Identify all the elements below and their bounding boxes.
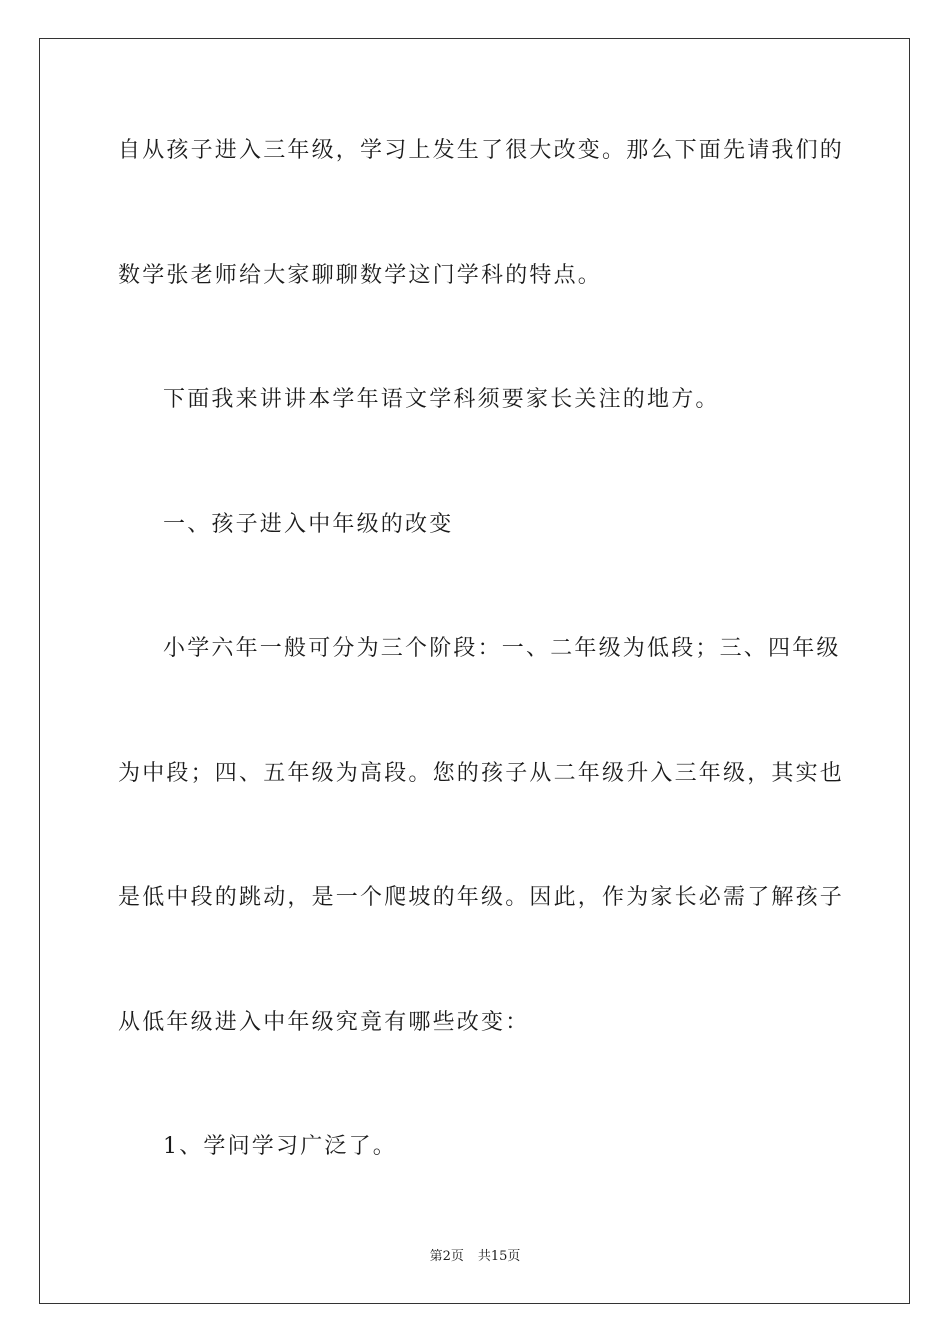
page-number: 第2页 [429,1249,464,1264]
section-heading: 一、孩子进入中年级的改变 [163,512,454,537]
paragraph-intro: 下面我来讲讲本学年语文学科须要家长关注的地方。 [163,387,720,412]
page-border [39,38,910,1304]
body-text-line: 从低年级进入中年级究竟有哪些改变： [118,1010,530,1035]
body-text-line: 数学张老师给大家聊聊数学这门学科的特点。 [118,263,603,288]
body-text-line: 自从孩子进入三年级，学习上发生了很大改变。那么下面先请我们的 [118,138,845,163]
list-item: 1、学问学习广泛了。 [163,1134,397,1159]
page-total: 共15页 [477,1249,521,1264]
body-text-line: 小学六年一般可分为三个阶段：一、二年级为低段；三、四年级 [163,636,841,661]
body-text-line: 为中段；四、五年级为高段。您的孩子从二年级升入三年级，其实也 [118,761,845,786]
page-footer [0,1248,950,1266]
body-text-line: 是低中段的跳动，是一个爬坡的年级。因此，作为家长必需了解孩子 [118,885,845,910]
